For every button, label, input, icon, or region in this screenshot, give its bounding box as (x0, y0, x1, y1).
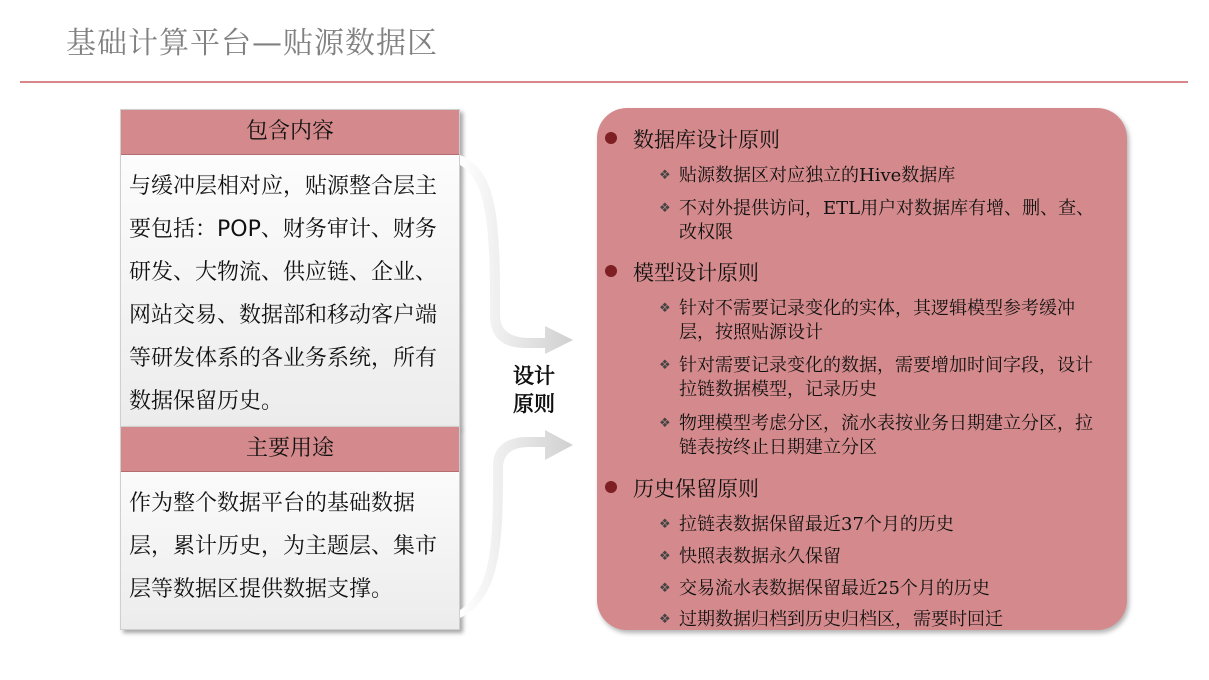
diamond-icon: ❖ (659, 301, 671, 316)
diamond-icon: ❖ (659, 612, 671, 627)
list-item: ❖ 拉链表数据保留最近37个月的历史 (659, 514, 954, 535)
list-item: ❖ 不对外提供访问，ETL用户对数据库有增、删、查、改权限 (659, 198, 1095, 243)
diamond-icon: ❖ (659, 549, 671, 564)
section-title-database: 数据库设计原则 (633, 124, 780, 154)
list-item: ❖ 快照表数据永久保留 (659, 546, 841, 567)
content-card (120, 109, 460, 427)
content-card-body: 与缓冲层相对应，贴源整合层主要包括：POP、财务审计、财务研发、大物流、供应链、企业、网站交易、数据部和移动客户端等研发体系的各业务系统，所有数据保留历史。 (129, 174, 438, 414)
section-title-history: 历史保留原则 (633, 473, 759, 503)
page-title: 基础计算平台—贴源数据区 (66, 26, 438, 61)
diamond-icon: ❖ (659, 358, 671, 373)
list-item: ❖ 贴源数据区对应独立的Hive数据库 (659, 165, 956, 186)
arrow-top-icon (460, 155, 573, 354)
diamond-icon: ❖ (659, 201, 671, 216)
content-card-heading: 包含内容 (121, 110, 459, 155)
list-item: ❖ 针对不需要记录变化的实体，其逻辑模型参考缓冲层，按照贴源设计 (659, 298, 1075, 343)
title-divider (20, 81, 1188, 83)
list-item: ❖ 物理模型考虑分区，流水表按业务日期建立分区，拉链表按终止日期建立分区 (659, 413, 1093, 458)
diamond-icon: ❖ (659, 517, 671, 532)
usage-card-heading: 主要用途 (121, 427, 459, 472)
principles-panel (597, 108, 1127, 630)
list-item: ❖ 交易流水表数据保留最近25个月的历史 (659, 578, 990, 599)
arrow-bottom-icon (460, 430, 573, 618)
diamond-icon: ❖ (659, 581, 671, 596)
diamond-icon: ❖ (659, 168, 671, 183)
usage-card-body: 作为整个数据平台的基础数据层，累计历史，为主题层、集市层等数据区提供数据支撑。 (129, 491, 438, 602)
diamond-icon: ❖ (659, 416, 671, 431)
list-item: ❖ 过期数据归档到历史归档区，需要时回迁 (659, 609, 1003, 630)
list-item: ❖ 针对需要记录变化的数据，需要增加时间字段，设计拉链数据模型，记录历史 (659, 355, 1093, 400)
usage-card (120, 426, 460, 630)
design-principles-label: 设计原则 (513, 364, 555, 416)
section-title-model: 模型设计原则 (633, 257, 759, 287)
